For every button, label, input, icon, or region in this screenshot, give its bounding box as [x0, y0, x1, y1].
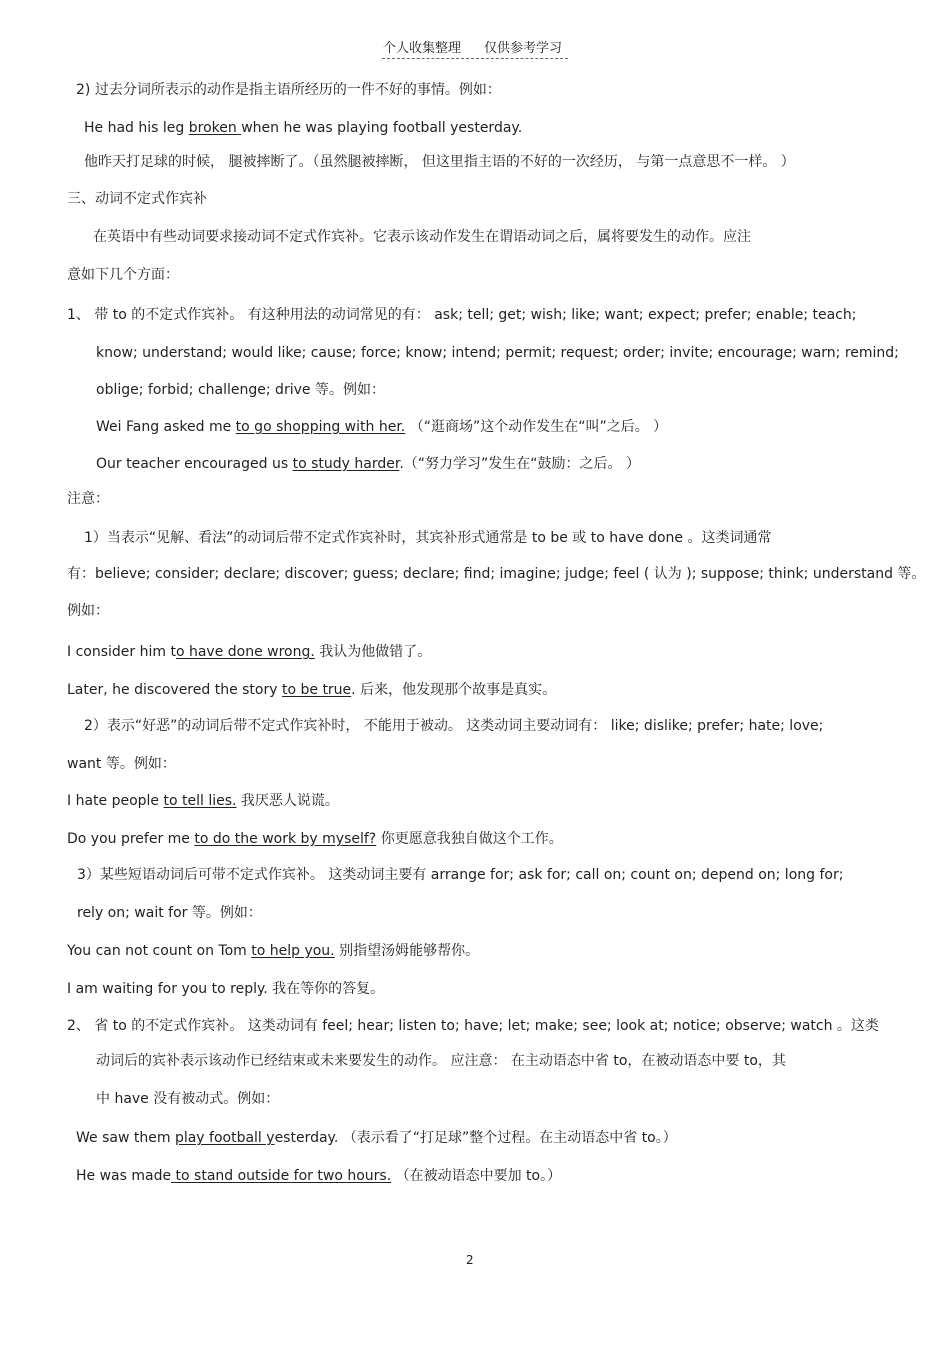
- sentence-text: 你更愿意我独自做这个工作。: [376, 831, 563, 847]
- paragraph-line: 意如下几个方面：: [67, 267, 179, 283]
- underlined-phrase: to stand outside for two hours.: [171, 1168, 392, 1184]
- note-heading: 注意：: [67, 491, 109, 507]
- sentence-text: I hate people: [67, 793, 164, 809]
- sentence-text: He was made: [76, 1168, 172, 1184]
- sentence-text: （在被动语态中要加 to。）: [391, 1168, 562, 1184]
- sentence-text: Wei Fang asked me: [96, 419, 236, 435]
- page-number: 2: [466, 1253, 474, 1267]
- example-sentence: [67, 830, 563, 848]
- sentence-text: .（“努力学习”发生在“鼓励：之后。 ）: [399, 456, 640, 472]
- header-right: 仅供参考学习: [484, 41, 563, 56]
- underlined-phrase: to study harder: [292, 456, 400, 472]
- example-sentence: [67, 792, 339, 810]
- list-item-1: 1、 带 to 的不定式作宾补。 有这种用法的动词常见的有： ask; tell; get; wish; like; want; expect; prefer; enable; teach;: [67, 307, 857, 323]
- note-item-1-cont: 例如：: [67, 603, 109, 619]
- list-item-1-cont: oblige; forbid; challenge; drive 等。例如：: [96, 382, 385, 398]
- note-item-3: 3）某些短语动词后可带不定式作宾补。 这类动词主要有 arrange for; ask for; call on; count on; depend on; long for;: [77, 867, 844, 883]
- underlined-phrase: to go shopping with her.: [235, 419, 406, 435]
- underlined-phrase: broken: [188, 120, 242, 136]
- list-item-1-cont: know; understand; would like; cause; force; know; intend; permit; request; order; invite; encourage; warn; remind;: [96, 345, 899, 361]
- sentence-text: 我认为他做错了。: [314, 644, 432, 660]
- sentence-text: （“逛商场”这个动作发生在“叫”之后。 ）: [405, 419, 668, 435]
- list-item-2-cont: 动词后的宾补表示该动作已经结束或未来要发生的动作。 应注意： 在主动语态中省 to，在被动语态中要 to，其: [96, 1053, 786, 1069]
- note-item-1: 1）当表示“见解、看法”的动词后带不定式作宾补时，其宾补形式通常是 to be 或 to have done 。这类词通常: [84, 530, 772, 546]
- example-sentence: [67, 681, 556, 699]
- example-sentence: [76, 1129, 677, 1147]
- header-left: 个人收集整理: [383, 41, 462, 56]
- sentence-text: Later, he discovered the story: [67, 682, 282, 698]
- sentence-text: I consider him t: [67, 644, 176, 660]
- sentence-text: . 后来，他发现那个故事是真实。: [351, 682, 557, 698]
- example-sentence: I am waiting for you to reply. 我在等你的答复。: [67, 981, 385, 997]
- note-item-2-cont: want 等。例如：: [67, 756, 176, 772]
- sentence-text: Do you prefer me: [67, 831, 195, 847]
- note-item-1-cont: 有：believe; consider; declare; discover; guess; declare; find; imagine; judge; feel ( 认为 ); suppose; think; understand 等。: [67, 566, 926, 582]
- sentence-text: We saw them: [76, 1130, 175, 1146]
- sentence-text: esterday. （表示看了“打足球”整个过程。在主动语态中省 to。）: [274, 1130, 677, 1146]
- underlined-phrase: to help you.: [251, 943, 335, 959]
- sentence-text: Our teacher encouraged us: [96, 456, 293, 472]
- example-sentence: [84, 119, 522, 137]
- note-item-3-cont: rely on; wait for 等。例如：: [77, 905, 262, 921]
- underlined-phrase: to tell lies.: [163, 793, 237, 809]
- sentence-text: You can not count on Tom: [67, 943, 252, 959]
- underlined-phrase: play football y: [174, 1130, 275, 1146]
- paragraph-line: 在英语中有些动词要求接动词不定式作宾补。它表示该动作发生在谓语动词之后，属将要发生的动作。应注: [93, 229, 751, 245]
- example-sentence: [96, 455, 640, 473]
- underlined-phrase: o have done wrong.: [175, 644, 315, 660]
- list-item-2: 2、 省 to 的不定式作宾补。 这类动词有 feel; hear; listen to; have; let; make; see; look at; notice; observe; watch 。这类: [67, 1018, 879, 1034]
- sentence-text: when he was playing football yesterday.: [241, 120, 523, 136]
- section-heading: 三、动词不定式作宾补: [67, 191, 207, 207]
- sentence-text: 别指望汤姆能够帮你。: [334, 943, 480, 959]
- example-sentence: [67, 942, 479, 960]
- list-item-2-cont: 中 have 没有被动式。例如：: [96, 1091, 280, 1107]
- underlined-phrase: to do the work by myself?: [194, 831, 377, 847]
- underlined-phrase: to be true: [281, 682, 352, 698]
- example-sentence: [76, 1167, 561, 1185]
- note-item-2: 2）表示“好恶”的动词后带不定式作宾补时， 不能用于被动。 这类动词主要动词有： like; dislike; prefer; hate; love;: [84, 718, 824, 734]
- example-sentence: [96, 418, 667, 436]
- example-sentence: [67, 643, 431, 661]
- sentence-text: He had his leg: [84, 120, 189, 136]
- sentence-text: 我厌恶人说谎。: [236, 793, 339, 809]
- example-translation: 他昨天打足球的时候， 腿被摔断了。（虽然腿被摔断， 但这里指主语的不好的一次经历， 与第一点意思不一样。 ）: [84, 154, 795, 170]
- header-rule: [382, 58, 568, 59]
- past-participle-item: 2) 过去分词所表示的动作是指主语所经历的一件不好的事情。例如：: [76, 82, 501, 98]
